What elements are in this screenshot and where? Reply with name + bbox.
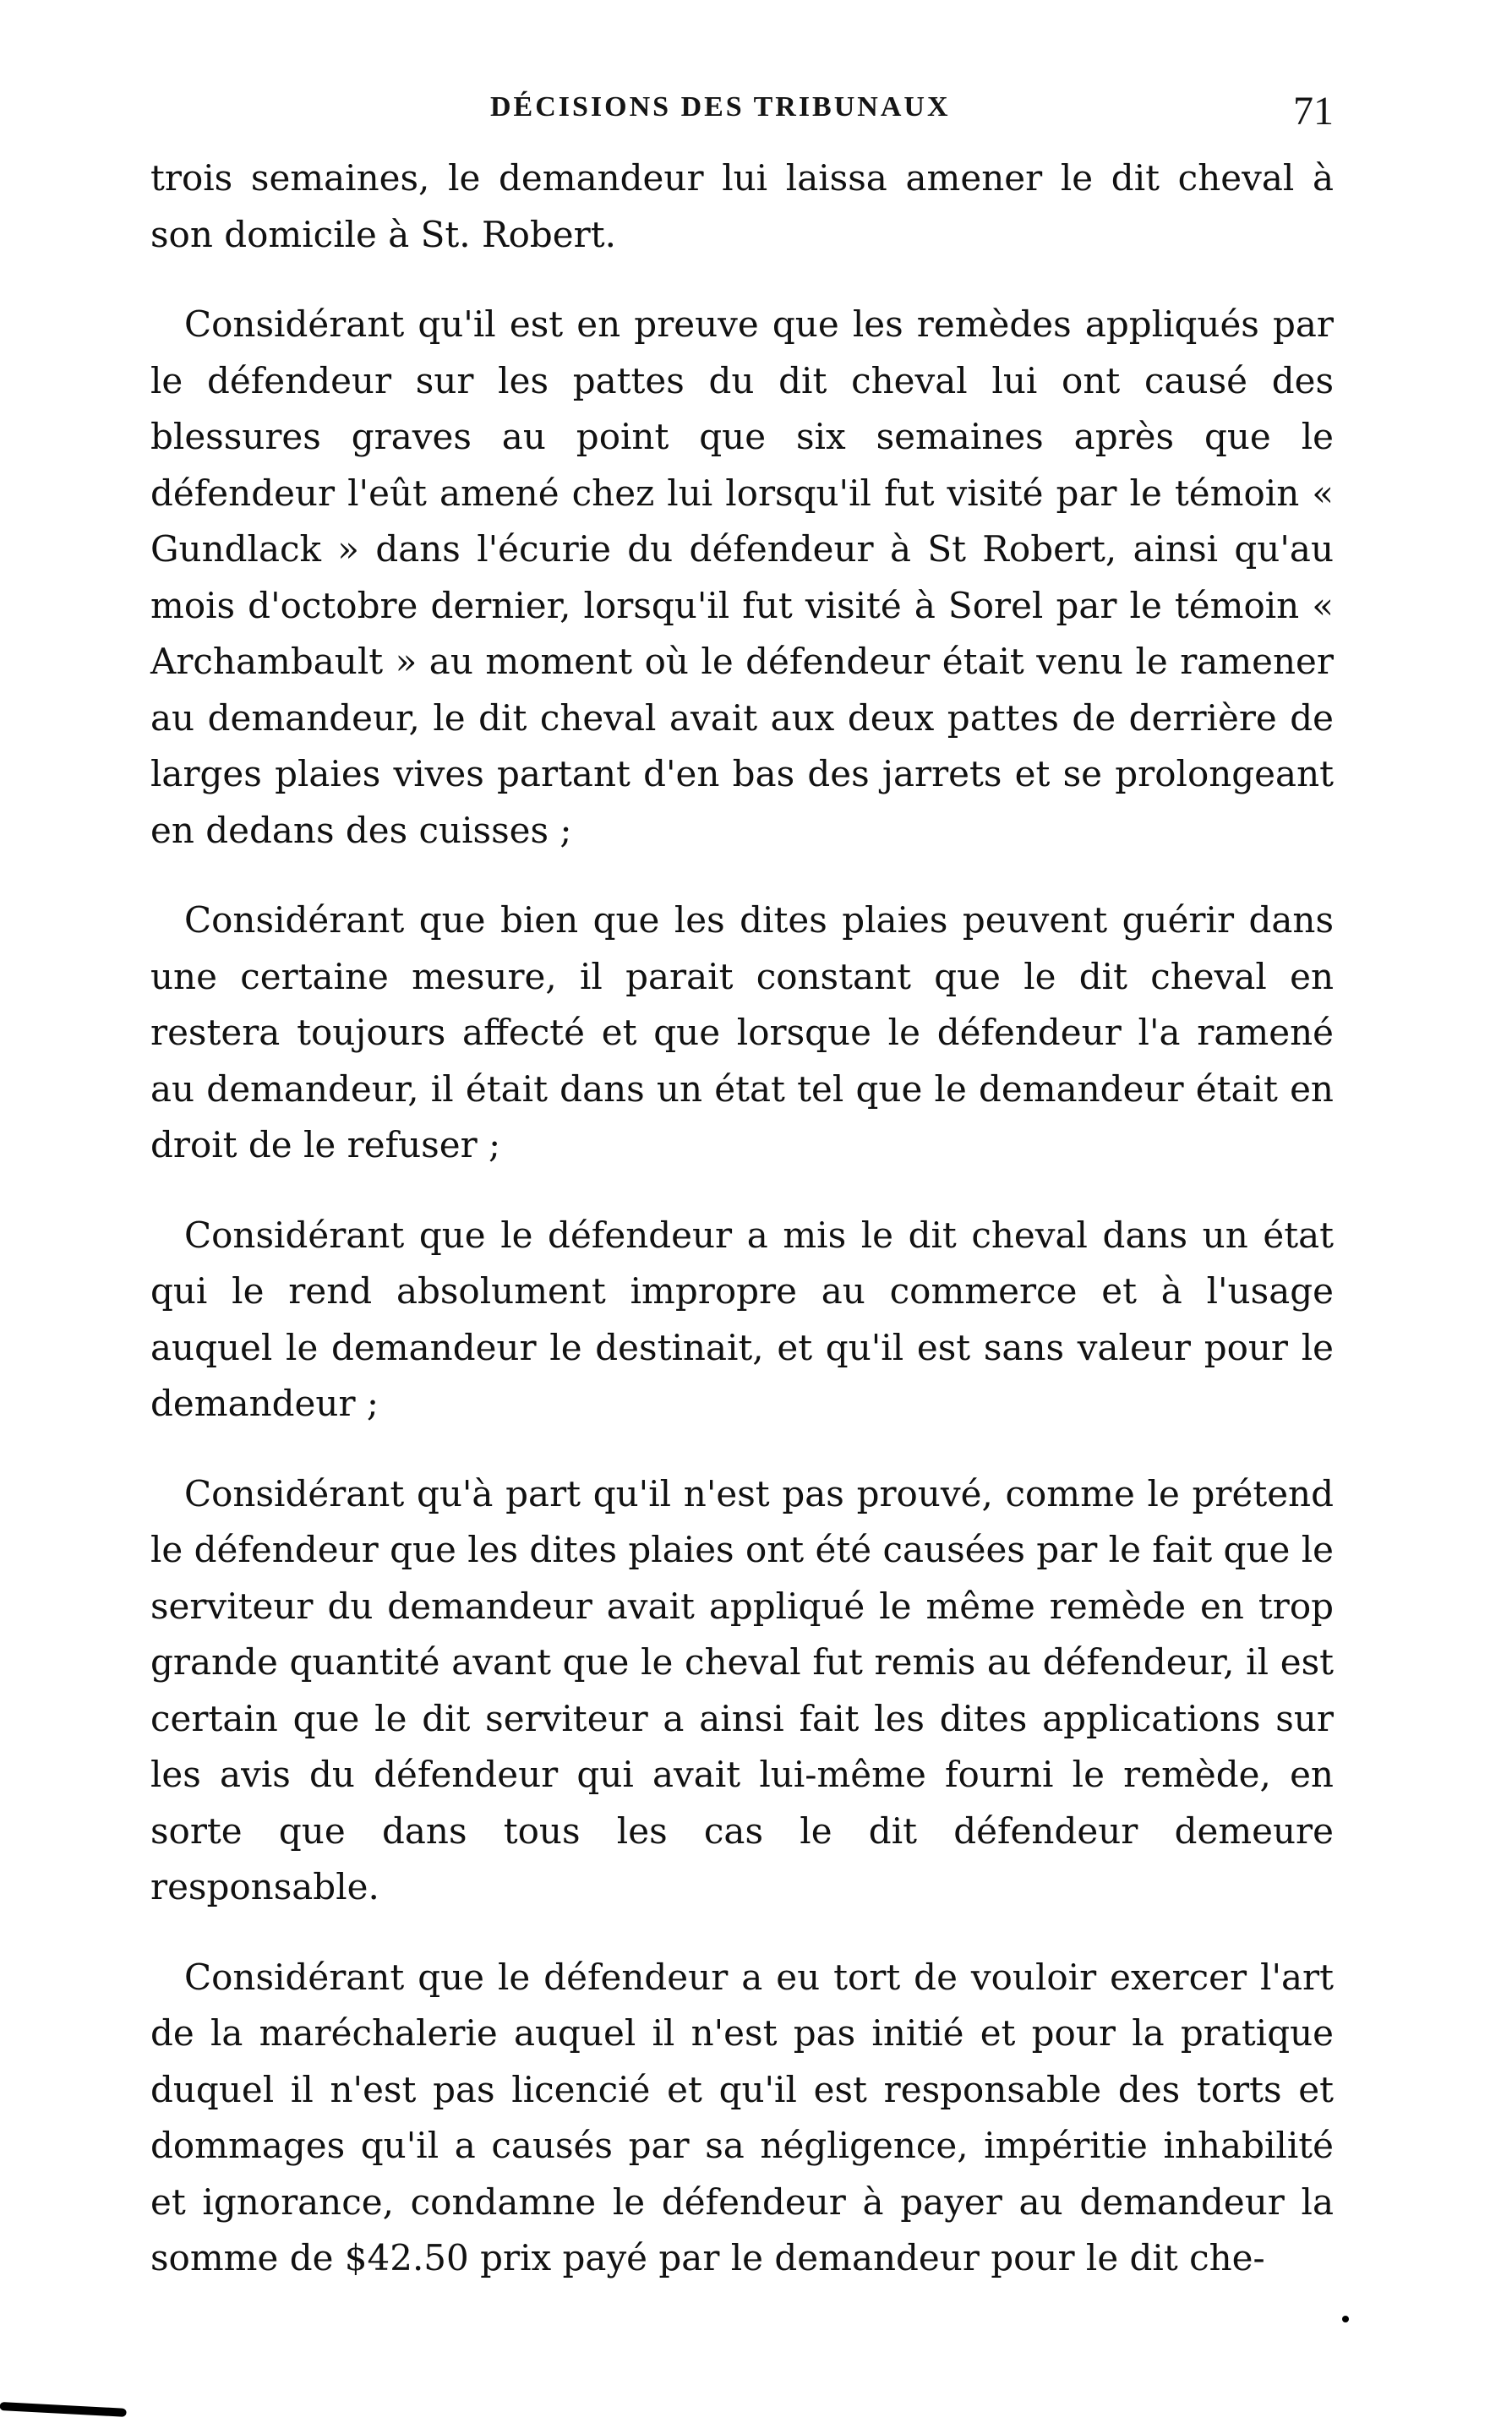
body-text [150,150,1334,2321]
scan-edge-mark [0,2402,127,2417]
paragraph-considerant-1: Considérant qu'il est en preuve que les remèdes appliqués par le défendeur sur les pattes du dit cheval lui ont causé des blessures graves au point que six semaines après que le défendeur l'eût amené chez lui lorsqu'il fut visité par le témoin « Gundlack » dans l'écurie du défendeur à St Robert, ainsi qu'au mois d'octobre dernier, lorsqu'il fut visité à Sorel par le témoin « Archambault » au moment où le défendeur était venu le ramener au demandeur, le dit cheval avait aux deux pattes de derrière de larges plaies vives partant d'en bas des jarrets et se prolongeant en dedans des cuisses ; [150,303,1334,851]
paragraph-continuation: trois semaines, le demandeur lui laissa amener le dit cheval à son domicile à St. Robert. [150,157,1334,255]
page-number: 71 [1293,89,1334,134]
paragraph-considerant-3: Considérant que le défendeur a mis le dit cheval dans un état qui le rend absolument impropre au commerce et à l'usage auquel le demandeur le destinait, et qu'il est sans valeur pour le demandeur ; [150,1214,1334,1424]
running-head: DÉCISIONS DES TRIBUNAUX [490,91,951,123]
paragraph-considerant-2: Considérant que bien que les dites plaies peuvent guérir dans une certaine mesure, il parait constant que le dit cheval en restera toujours affecté et que lorsque le défendeur l'a ramené au demandeur, il était dans un état tel que le demandeur était en droit de le refuser ; [150,899,1334,1165]
paragraph-considerant-4: Considérant qu'à part qu'il n'est pas prouvé, comme le prétend le défendeur que les dites plaies ont été causées par le fait que le serviteur du demandeur avait appliqué le même remède en trop grande quantité avant que le cheval fut remis au défendeur, il est certain que le dit serviteur a ainsi fait les dites applications sur les avis du défendeur qui avait lui-même fourni le remède, en sorte que dans tous les cas le dit défendeur demeure responsable. [150,1472,1334,1907]
paragraph-considerant-5: Considérant que le défendeur a eu tort de vouloir exercer l'art de la maréchalerie auquel il n'est pas initié et pour la pratique duquel il n'est pas licencié et qu'il est responsable des torts et dommages qu'il a causés par sa négligence, impéritie inhabilité et ignorance, condamne le défendeur à payer au demandeur la somme de $42.50 prix payé par le demandeur pour le dit che- [150,1956,1334,2278]
ink-speck [1342,2316,1349,2322]
